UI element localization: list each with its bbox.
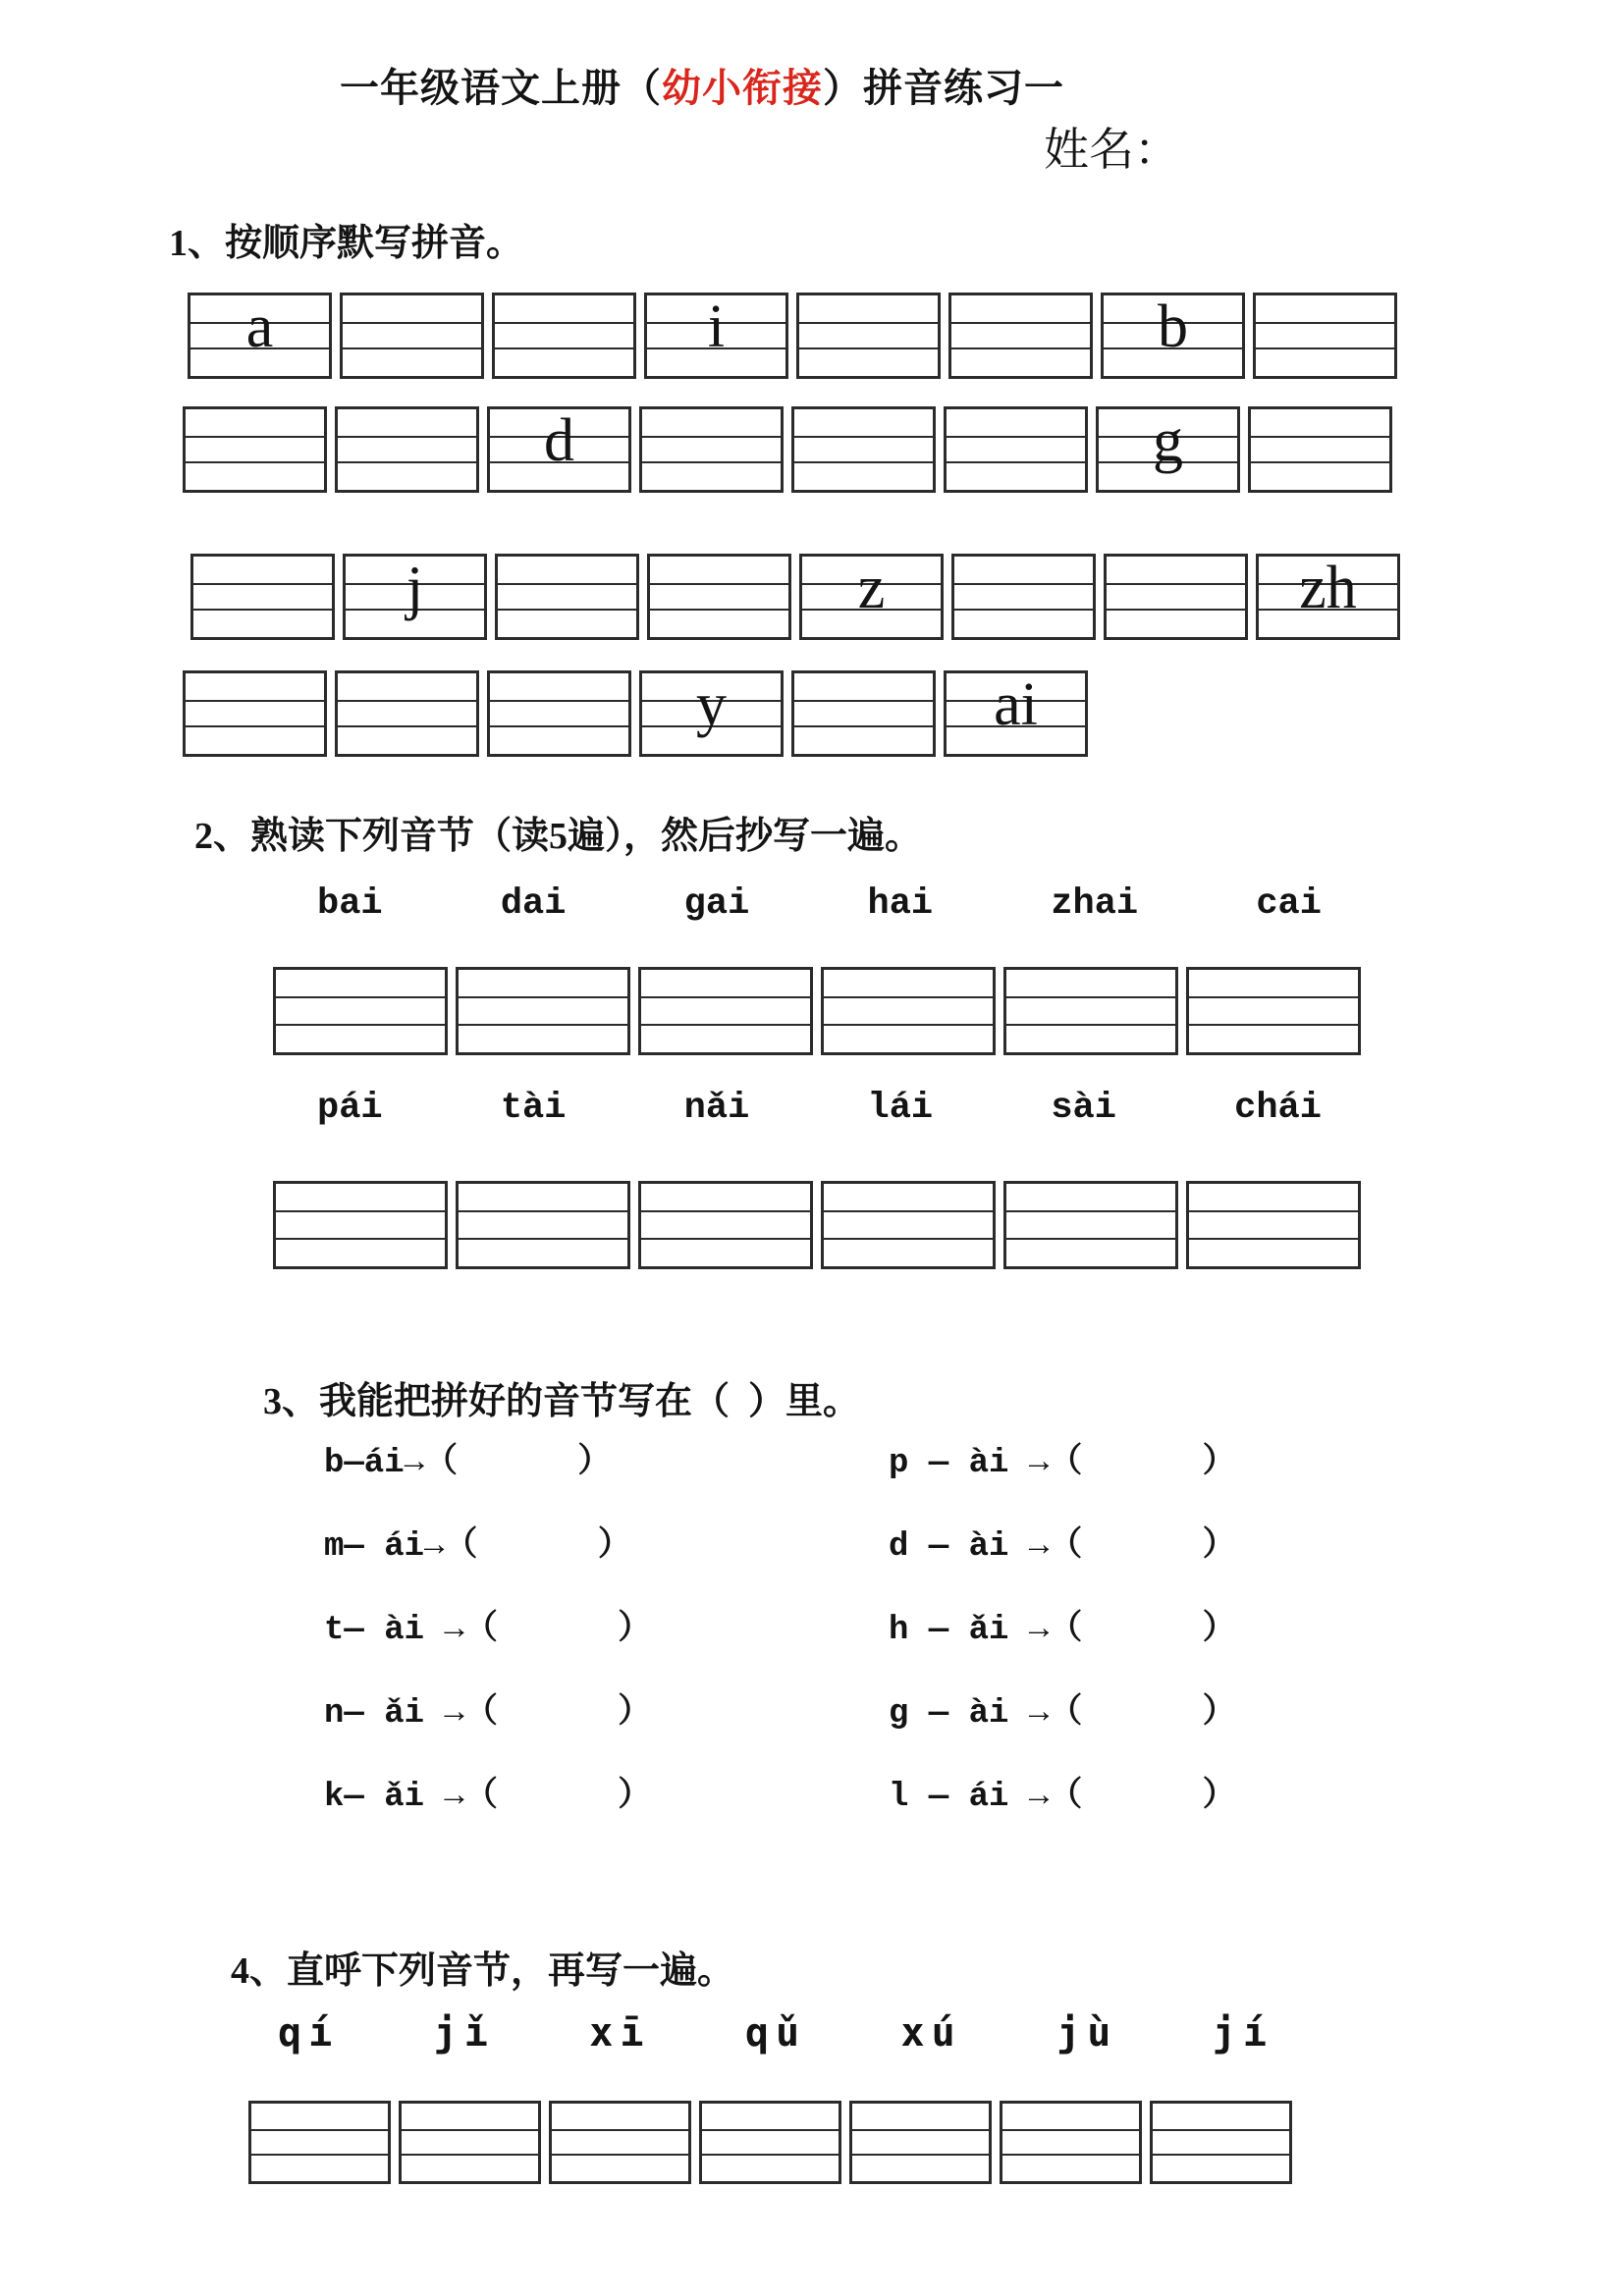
grid-letter: d xyxy=(544,407,574,474)
pinyin-grid-cell xyxy=(1186,967,1361,1055)
syllable: gai xyxy=(683,883,750,925)
section4-heading: 4、直呼下列音节，再写一遍。 xyxy=(231,1950,735,1992)
pinyin-grid-cell xyxy=(638,967,813,1055)
pinyin-grid-cell xyxy=(799,554,944,640)
pinyin-grid-cell xyxy=(343,554,487,640)
syllable-row xyxy=(273,1088,1366,1129)
pinyin-grid-cell xyxy=(340,293,484,379)
pinyin-grid-cell xyxy=(456,1181,630,1269)
syllable: zhai xyxy=(1051,883,1139,925)
name-label: 姓名： xyxy=(1044,124,1179,175)
section2-heading: 2、熟读下列音节（读5遍），然后抄写一遍。 xyxy=(194,816,923,857)
pinyin-grid-cell xyxy=(492,293,636,379)
syllable: jù xyxy=(1056,2010,1118,2056)
pinyin-grid-cell xyxy=(1000,2101,1142,2184)
pinyin-grid-cell xyxy=(1003,967,1178,1055)
pinyin-grid-cell xyxy=(335,670,479,757)
blend-item: p — ài →（ ） xyxy=(889,1445,1236,1482)
pinyin-grid-cell xyxy=(1003,1181,1178,1269)
syllable: nǎi xyxy=(683,1088,750,1129)
blend-row xyxy=(324,1517,1414,1566)
blend-row xyxy=(324,1600,1414,1649)
pinyin-grid-cell xyxy=(1186,1181,1361,1269)
grid-letter: ai xyxy=(994,671,1038,738)
syllable: lái xyxy=(867,1088,934,1129)
pinyin-grid-cell xyxy=(335,406,479,493)
pinyin-grid-cell xyxy=(821,1181,996,1269)
grid-letter: g xyxy=(1153,407,1183,474)
pinyin-grid-cell xyxy=(1248,406,1392,493)
pinyin-grid-cell xyxy=(273,1181,448,1269)
grid-letter: i xyxy=(707,294,726,360)
pinyin-grid-row xyxy=(273,967,1361,1055)
page-title-highlight: 幼小衔接 xyxy=(662,67,823,110)
pinyin-grid-cell xyxy=(944,670,1088,757)
syllable: jí xyxy=(1212,2010,1273,2056)
syllable: dai xyxy=(500,883,567,925)
blend-item: g — ài →（ ） xyxy=(889,1695,1236,1733)
pinyin-grid-cell xyxy=(183,670,327,757)
pinyin-grid-row xyxy=(248,2101,1292,2184)
blend-item: h — ǎi →（ ） xyxy=(889,1612,1236,1649)
pinyin-grid-cell xyxy=(639,670,784,757)
pinyin-grid-cell xyxy=(188,293,332,379)
pinyin-grid-cell xyxy=(791,406,936,493)
pinyin-grid-cell xyxy=(647,554,791,640)
grid-letter: zh xyxy=(1299,555,1357,621)
grid-letter: j xyxy=(406,555,424,621)
pinyin-grid-cell xyxy=(1253,293,1397,379)
pinyin-grid-cell xyxy=(951,554,1096,640)
pinyin-grid-cell xyxy=(948,293,1093,379)
pinyin-grid-cell xyxy=(248,2101,391,2184)
pinyin-grid-cell xyxy=(638,1181,813,1269)
pinyin-grid-cell xyxy=(495,554,639,640)
blend-item: n— ǎi →（ ） xyxy=(324,1695,652,1733)
blend-item: d — ài →（ ） xyxy=(889,1528,1236,1566)
pinyin-grid-cell xyxy=(190,554,335,640)
syllable: xī xyxy=(589,2010,651,2056)
pinyin-grid-cell xyxy=(639,406,784,493)
pinyin-grid-cell xyxy=(487,670,631,757)
pinyin-grid-cell xyxy=(487,406,631,493)
grid-letter: a xyxy=(245,294,274,360)
blend-exercise-list xyxy=(324,1433,1414,1850)
pinyin-grid-cell xyxy=(399,2101,541,2184)
grid-letter: z xyxy=(857,555,886,621)
pinyin-grid-cell xyxy=(791,670,936,757)
pinyin-grid-row xyxy=(183,670,1088,757)
syllable: sài xyxy=(1051,1088,1116,1129)
syllable: qǔ xyxy=(744,2010,807,2056)
pinyin-grid-row xyxy=(190,554,1400,640)
pinyin-grid-cell xyxy=(1101,293,1245,379)
pinyin-grid-cell xyxy=(849,2101,992,2184)
pinyin-grid-cell xyxy=(644,293,788,379)
pinyin-grid-cell xyxy=(1256,554,1400,640)
pinyin-grid-cell xyxy=(549,2101,691,2184)
pinyin-grid-row xyxy=(273,1181,1361,1269)
section1-heading: 1、按顺序默写拼音。 xyxy=(169,223,524,264)
blend-row xyxy=(324,1683,1414,1733)
syllable-row xyxy=(250,2010,1301,2056)
blend-row xyxy=(324,1433,1414,1482)
grid-letter: b xyxy=(1158,294,1188,360)
blend-item: t— ài →（ ） xyxy=(324,1612,652,1649)
syllable: hai xyxy=(867,883,934,925)
page-title-suffix: ）拼音练习一 xyxy=(823,67,1064,110)
section3-heading: 3、我能把拼好的音节写在（ ）里。 xyxy=(263,1381,861,1422)
pinyin-grid-cell xyxy=(699,2101,841,2184)
syllable: bai xyxy=(317,883,383,925)
syllable: qí xyxy=(278,2010,340,2056)
syllable-row xyxy=(273,883,1366,925)
syllable: cai xyxy=(1256,883,1322,925)
syllable: tài xyxy=(500,1088,567,1129)
page-title xyxy=(340,57,1064,113)
pinyin-grid-cell xyxy=(1150,2101,1292,2184)
blend-item: l — ái →（ ） xyxy=(889,1779,1236,1816)
syllable: chái xyxy=(1234,1088,1322,1129)
syllable: jǐ xyxy=(433,2010,495,2056)
syllable: xú xyxy=(900,2010,962,2056)
pinyin-grid-cell xyxy=(944,406,1088,493)
pinyin-grid-cell xyxy=(821,967,996,1055)
pinyin-grid-cell xyxy=(273,967,448,1055)
pinyin-grid-row xyxy=(183,406,1392,493)
pinyin-grid-cell xyxy=(183,406,327,493)
pinyin-grid-cell xyxy=(1104,554,1248,640)
pinyin-grid-cell xyxy=(1096,406,1240,493)
pinyin-grid-cell xyxy=(796,293,941,379)
grid-letter: y xyxy=(696,671,727,738)
pinyin-grid-cell xyxy=(456,967,630,1055)
pinyin-grid-row xyxy=(188,293,1397,379)
blend-row xyxy=(324,1767,1414,1816)
blend-item: k— ǎi →（ ） xyxy=(324,1779,652,1816)
syllable: pái xyxy=(317,1088,383,1129)
page-title-prefix: 一年级语文上册（ xyxy=(340,67,662,110)
blend-item: m— ái→（ ） xyxy=(324,1528,631,1566)
blend-item: b—ái→（ ） xyxy=(324,1445,612,1482)
